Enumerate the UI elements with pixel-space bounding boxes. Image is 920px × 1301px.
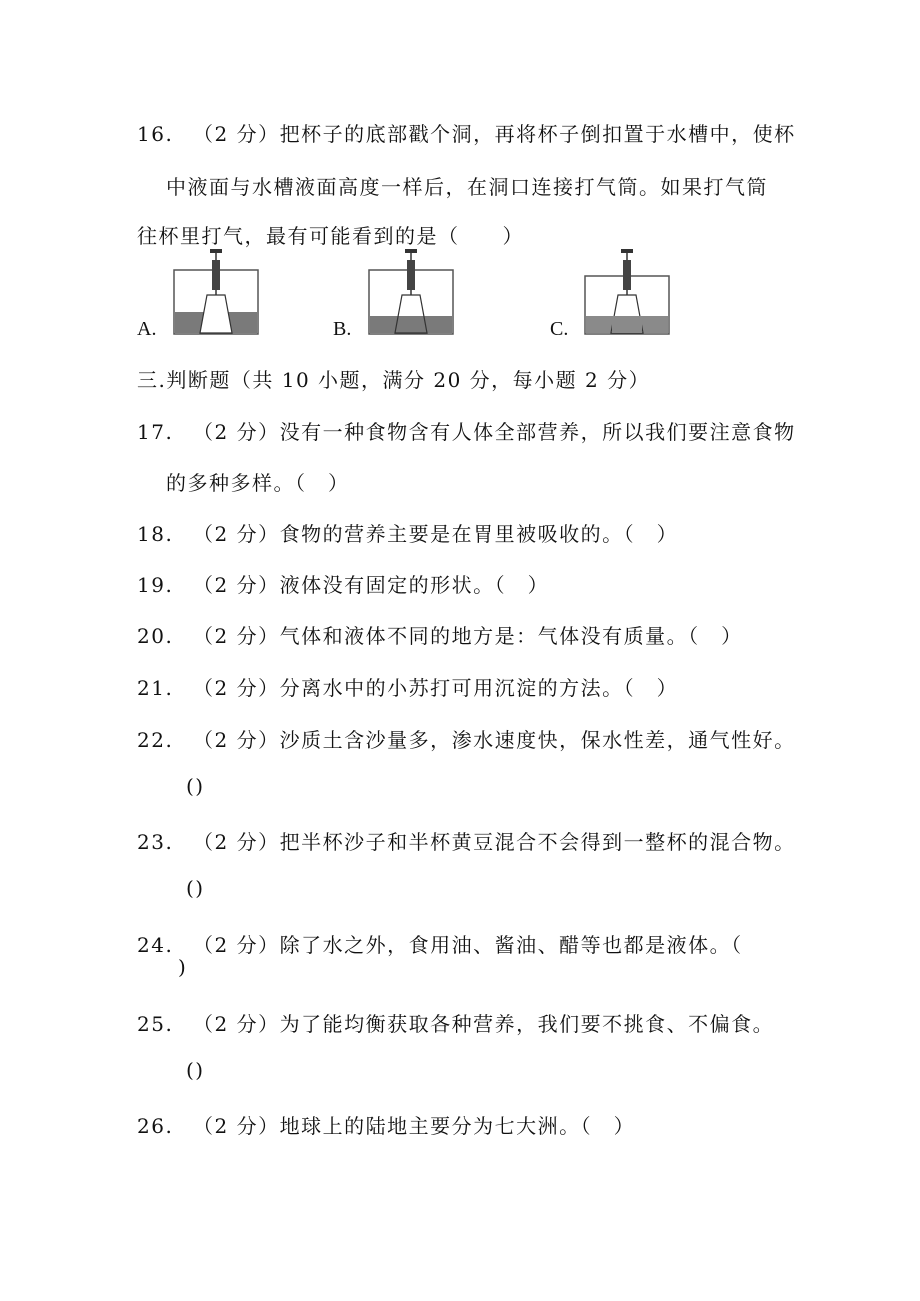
option-a-figure [172, 248, 262, 338]
q23-line2: () [186, 876, 205, 900]
option-a-label: A. [137, 318, 157, 340]
q22-line2: () [186, 774, 205, 798]
q16-line1 [137, 118, 796, 147]
question-text: （2 分）地球上的陆地主要分为七大洲。（ ） [193, 1114, 636, 1138]
q17-line1 [137, 416, 796, 445]
q19-line [137, 569, 549, 598]
question-number: 16. [137, 122, 174, 146]
q20-line [137, 620, 743, 649]
q16-line2: 中液面与水槽液面高度一样后，在洞口连接打气筒。如果打气筒 [166, 175, 768, 199]
question-text: （2 分）除了水之外，食用油、酱油、醋等也都是液体。（ [193, 933, 743, 957]
question-text: （2 分）把半杯沙子和半杯黄豆混合不会得到一整杯的混合物。 [193, 830, 796, 854]
q17-line2: 的多种多样。（ ） [166, 471, 350, 495]
option-c-figure [583, 248, 673, 338]
q18-line [137, 518, 678, 547]
q24-line1 [137, 929, 743, 958]
option-b-label: B. [333, 318, 352, 340]
question-number: 18. [137, 522, 174, 546]
q21-line [137, 672, 678, 701]
question-text: （2 分）气体和液体不同的地方是：气体没有质量。（ ） [193, 624, 743, 648]
q22-line1 [137, 724, 796, 753]
question-number: 19. [137, 573, 174, 597]
question-number: 17. [137, 420, 174, 444]
q23-line1 [137, 826, 796, 855]
q24-line2: ) [178, 955, 188, 979]
question-text: （2 分）为了能均衡获取各种营养，我们要不挑食、不偏食。 [193, 1012, 775, 1036]
question-number: 20. [137, 624, 174, 648]
option-b-figure [367, 248, 457, 338]
question-number: 22. [137, 728, 174, 752]
q16-line3: 往杯里打气，最有可能看到的是（ ） [137, 224, 524, 248]
question-text: （2 分）液体没有固定的形状。（ ） [193, 573, 550, 597]
q26-line [137, 1110, 635, 1139]
question-text: （2 分）沙质土含沙量多，渗水速度快，保水性差，通气性好。 [193, 728, 796, 752]
section-heading: 三.判断题（共 10 小题，满分 20 分，每小题 2 分） [137, 368, 651, 392]
question-text: （2 分）把杯子的底部戳个洞，再将杯子倒扣置于水槽中，使杯 [193, 122, 796, 146]
question-number: 21. [137, 676, 174, 700]
question-number: 23. [137, 830, 174, 854]
option-c-label: C. [550, 318, 569, 340]
q25-line1 [137, 1008, 774, 1037]
q25-line2: () [186, 1058, 205, 1082]
question-number: 24. [137, 933, 174, 957]
question-text: （2 分）没有一种食物含有人体全部营养，所以我们要注意食物 [193, 420, 796, 444]
question-number: 25. [137, 1012, 174, 1036]
question-text: （2 分）分离水中的小苏打可用沉淀的方法。（ ） [193, 676, 679, 700]
question-number: 26. [137, 1114, 174, 1138]
question-text: （2 分）食物的营养主要是在胃里被吸收的。（ ） [193, 522, 679, 546]
